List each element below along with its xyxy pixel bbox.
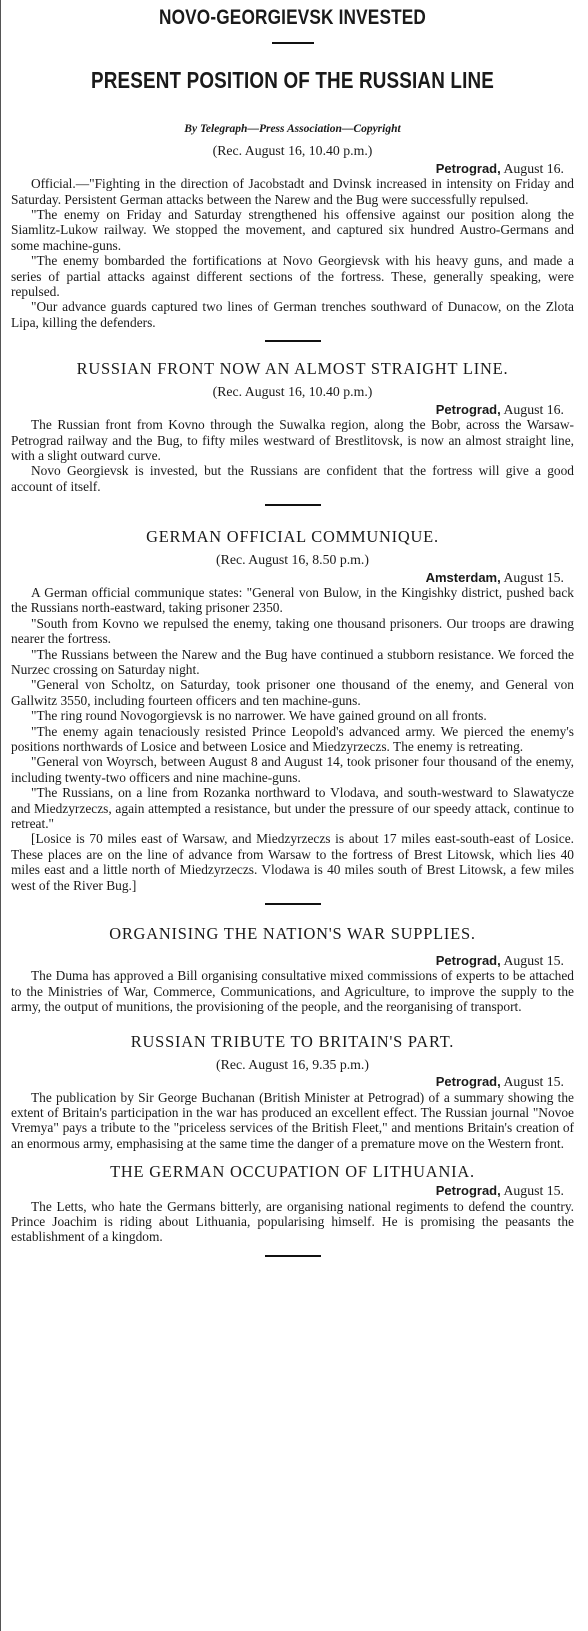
dateline <box>11 161 574 176</box>
dateline-date: August 15. <box>503 953 564 969</box>
dateline-place: Petrograd, <box>435 160 501 176</box>
paragraph: [Losice is 70 miles east of Warsaw, and Miedzyrzeczs is about 17 miles east-south-east of Losice. These places are on the line of advance from Warsaw to the fortress of Brest Litowsk, which lies 40 miles east and a little north of Miedzyrzeczs. Vlodawa is 40 miles south of Brest Litowsk, a few miles west of the River Bug.] <box>11 831 574 893</box>
dateline <box>11 953 574 968</box>
dateline-date: August 16. <box>503 401 564 417</box>
article-section <box>11 528 574 905</box>
section-title: GERMAN OFFICIAL COMMUNIQUE. <box>146 527 439 547</box>
article-section <box>11 925 574 1015</box>
paragraph: The Letts, who hate the Germans bitterly, are organising national regiments to defend the country. Prince Joachim is riding about Lithuania, popularising himself. He is promising the peasants the establishment of a kingdom. <box>11 1198 574 1245</box>
section-divider <box>265 1255 321 1257</box>
received-time: (Rec. August 16, 10.40 p.m.) <box>212 143 373 159</box>
article-section <box>11 1033 574 1151</box>
dateline-place: Amsterdam, <box>425 569 501 585</box>
received-time: (Rec. August 16, 10.40 p.m.) <box>212 384 373 400</box>
paragraph: "General von Scholtz, on Saturday, took prisoner one thousand of the enemy, and General von Gallwitz 3550, including fourteen officers and ten machine-guns. <box>11 677 574 708</box>
section-divider <box>265 903 321 905</box>
section-title: THE GERMAN OCCUPATION OF LITHUANIA. <box>110 1162 475 1182</box>
paragraph: "South from Kovno we repulsed the enemy, taking one thousand prisoners. Our troops are drawing nearer the fortress. <box>11 615 574 647</box>
paragraph: "The enemy bombarded the fortifications at Novo Georgievsk with his heavy guns, and made a series of partial attacks against different sections of the fortress. These, generally speaking, were repulsed. <box>11 253 574 300</box>
byline: By Telegraph—Press Association—Copyright <box>184 123 401 135</box>
paragraph: "The Russians, on a line from Rozanka northward to Vlodava, and south-westward to Slawatycze and Miedzyrzeczs, again attempted a resistance, but under the pressure of our speedy attack, continue to retreat." <box>11 785 574 832</box>
article-section <box>11 360 574 506</box>
dateline-place: Petrograd, <box>435 401 501 417</box>
article-section <box>11 1163 574 1257</box>
dateline <box>11 570 574 585</box>
dateline-date: August 15. <box>503 569 564 585</box>
paragraph: Official.—"Fighting in the direction of Jacobstadt and Dvinsk increased in intensity on Friday and Saturday. Persistent German attacks between the Narew and the Bug were successfully repulsed. <box>11 176 574 207</box>
paragraph: "The Russians between the Narew and the Bug have continued a stubborn resistance. We forced the Nurzec crossing on Saturday night. <box>11 646 574 677</box>
paragraph: "Our advance guards captured two lines of German trenches southward of Dunacow, on the Zlota Lipa, killing the defenders. <box>11 299 574 330</box>
paragraph: "General von Woyrsch, between August 8 and August 14, took prisoner four thousand of the enemy, including twenty-two officers and nine machine-guns. <box>11 754 574 785</box>
paragraph: The publication by Sir George Buchanan (British Minister at Petrograd) of a summary showing the extent of Britain's participation in the war has produced an excellent effect. The Russian journal "Novoe Vremya" pays a tribute to the "priceless services of the British Fleet," and mentions Britain's creation of an enormous army, emphasising at the same time the danger of a premature move on the Western front. <box>11 1089 574 1151</box>
section-title: RUSSIAN TRIBUTE TO BRITAIN'S PART. <box>130 1031 455 1051</box>
paragraph: Novo Georgievsk is invested, but the Russians are confident that the fortress will give a good account of itself. <box>11 463 574 494</box>
paragraph: "The ring round Novogorgievsk is no narrower. We have gained ground on all fronts. <box>31 708 487 724</box>
dateline-date: August 16. <box>503 160 564 176</box>
dateline-date: August 15. <box>503 1183 564 1199</box>
section-title: ORGANISING THE NATION'S WAR SUPPLIES. <box>109 924 476 944</box>
paragraph: A German official communique states: "General von Bulow, in the Kingishky district, pushed back the Russians north-eastward, taking prisoner 2350. <box>11 584 574 616</box>
headline: NOVO-GEORGIEVSK INVESTED <box>158 6 427 29</box>
dateline-place: Petrograd, <box>435 1074 501 1090</box>
dateline <box>11 1183 574 1198</box>
dateline-date: August 15. <box>503 1074 564 1090</box>
dateline-place: Petrograd, <box>435 1183 501 1199</box>
dateline-place: Petrograd, <box>435 953 501 969</box>
article-section <box>11 143 574 342</box>
subheadline: PRESENT POSITION OF THE RUSSIAN LINE <box>90 67 495 93</box>
headline-rule <box>272 42 314 44</box>
received-time: (Rec. August 16, 8.50 p.m.) <box>216 552 369 568</box>
dateline <box>11 1074 574 1089</box>
section-divider <box>265 340 321 342</box>
section-title: RUSSIAN FRONT NOW AN ALMOST STRAIGHT LINE. <box>76 359 509 379</box>
received-time: (Rec. August 16, 9.35 p.m.) <box>216 1056 369 1072</box>
section-divider <box>265 504 321 506</box>
dateline <box>11 402 574 417</box>
paragraph: The Duma has approved a Bill organising consultative mixed commissions of experts to be attached to the Ministries of War, Commerce, Communications, and Agriculture, to improve the supply to the army, the output of munitions, the provisioning of the people, and the reorganising of transport. <box>11 968 574 1015</box>
paragraph: "The enemy on Friday and Saturday strengthened his offensive against our position along the Siamlitz-Lukow railway. We stopped the movement, and captured six hundred Austro-Germans and some machine-guns. <box>11 207 574 253</box>
paragraph: "The enemy again tenaciously resisted Prince Leopold's advanced army. We pierced the enemy's positions northwards of Losice and between Losice and Miedzyrzeczs. The enemy is retreating. <box>11 723 574 754</box>
paragraph: The Russian front from Kovno through the Suwalka region, along the Bobr, across the Warsaw-Petrograd railway and the Bug, to fifty miles westward of Brestlitovsk, is now an almost straight line, with a slight outward curve. <box>11 417 574 463</box>
